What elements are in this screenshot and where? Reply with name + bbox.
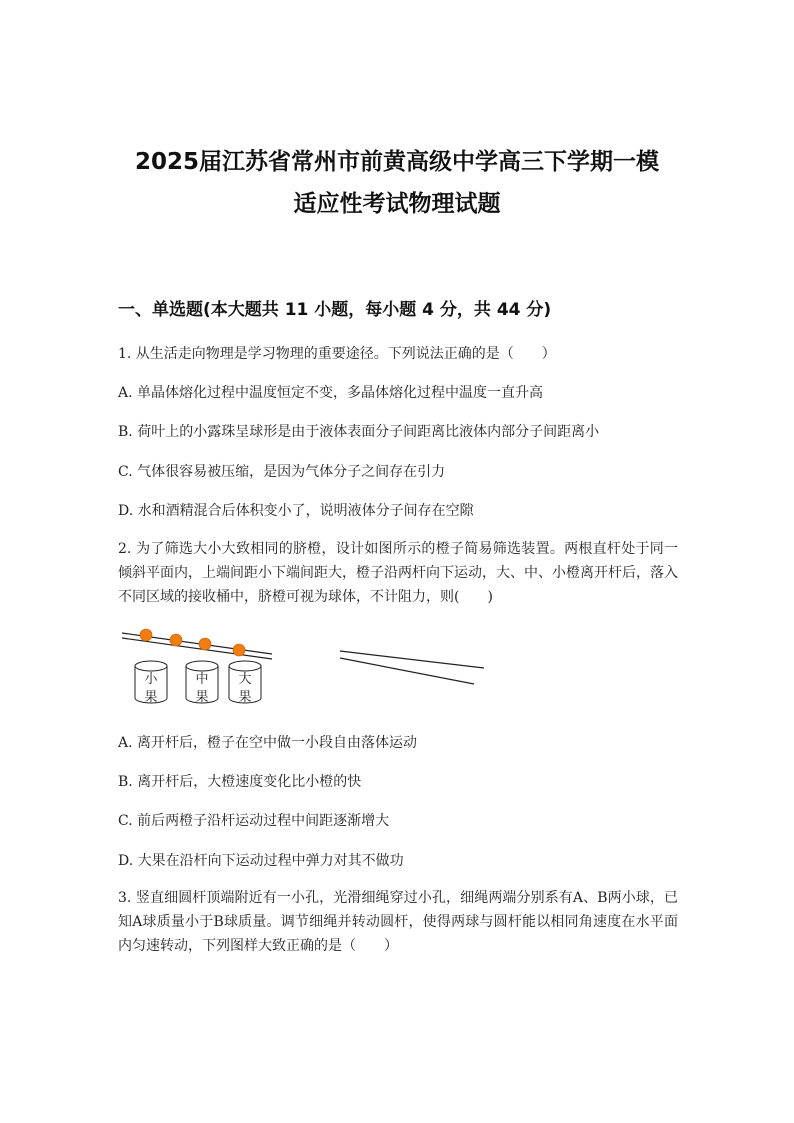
- bucket-label-bottom: 果: [195, 690, 209, 705]
- q1-option-a: A. 单晶体熔化过程中温度恒定不变，多晶体熔化过程中温度一直升高: [118, 385, 544, 401]
- rod-front-lower: [122, 638, 272, 659]
- bucket-medium: [186, 661, 218, 705]
- q1-option-c: C. 气体很容易被压缩，是因为气体分子之间存在引力: [118, 464, 446, 480]
- q3-stem: 3. 竖直细圆杆顶端附近有一小孔，光滑细绳穿过小孔，细绳两端分别系有A、B两小球，已知A球质量小于B球质量。调节细绳并转动圆杆，使得两球与圆杆能以相同角速度在水平面内匀速转动，下列图样大致正确的是（ ）: [118, 890, 678, 954]
- rod-top-view-lower: [340, 658, 474, 684]
- rod-top-view-upper: [340, 651, 484, 668]
- q1-stem: 1. 从生活走向物理是学习物理的重要途径。下列说法正确的是（ ）: [118, 346, 556, 362]
- q2-option-a: A. 离开杆后，橙子在空中做一小段自由落体运动: [118, 735, 418, 751]
- section-heading: 一、单选题(本大题共 11 小题，每小题 4 分，共 44 分): [118, 300, 552, 320]
- orange: [170, 634, 182, 646]
- bucket-label-top: 中: [195, 672, 209, 687]
- q2-option-d: D. 大果在沿杆向下运动过程中弹力对其不做功: [118, 853, 404, 869]
- orange: [199, 638, 211, 650]
- bucket-label-bottom: 果: [238, 690, 252, 705]
- q2-stem: 2. 为了筛选大小大致相同的脐橙，设计如图所示的橙子简易筛选装置。两根直杆处于同一倾斜平面内，上端间距小下端间距大，橙子沿两杆向下运动，大、中、小橙离开杆后，落入不同区域的接收桶中，脐橙可视为球体，不计阻力，则( ): [118, 541, 678, 605]
- bucket-small: [135, 661, 167, 705]
- q1-option-d: D. 水和酒精混合后体积变小了，说明液体分子间存在空隙: [118, 503, 474, 519]
- bucket-label-top: 大: [238, 672, 252, 687]
- q1-option-b: B. 荷叶上的小露珠呈球形是由于液体表面分子间距离比液体内部分子间距离小: [118, 424, 600, 440]
- orange: [140, 629, 152, 641]
- paper-title-line1: 2025届江苏省常州市前黄高级中学高三下学期一模: [134, 149, 659, 175]
- orange-sorter-figure: [0, 615, 794, 725]
- orange: [233, 644, 245, 656]
- bucket-label-top: 小: [144, 672, 158, 687]
- bucket-label-bottom: 果: [144, 690, 158, 705]
- paper-title-line2: 适应性考试物理试题: [293, 191, 501, 217]
- q2-option-b: B. 离开杆后，大橙速度变化比小橙的快: [118, 774, 362, 790]
- q2-option-c: C. 前后两橙子沿杆运动过程中间距逐渐增大: [118, 813, 390, 829]
- bucket-large: [229, 661, 261, 705]
